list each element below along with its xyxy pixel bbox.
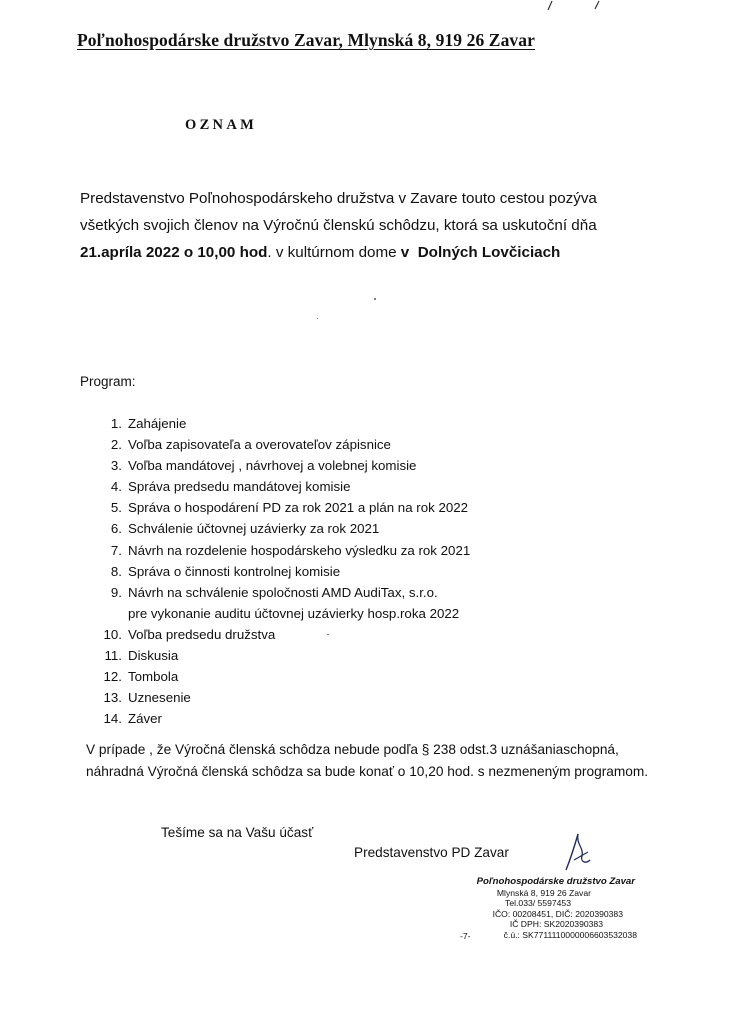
- document-title: OZNAM: [185, 117, 258, 133]
- pen-mark-graphic: [540, 0, 620, 12]
- closing-line-2: náhradná Výročná členská schôdza sa bude konať o 10,20 hod. s nezmeneným programom.: [86, 764, 649, 779]
- item-number: 11.: [104, 647, 122, 663]
- list-item: [102, 708, 470, 729]
- list-item: [102, 455, 470, 476]
- signatory: Predstavenstvo PD Zavar: [354, 845, 509, 860]
- scan-speck: [317, 318, 318, 319]
- list-item: [102, 413, 470, 434]
- meeting-date-time: 21.apríla 2022 o 10,00 hod: [80, 244, 268, 261]
- list-item: [102, 582, 470, 624]
- intro-mid-text: . v kultúrnom dome: [267, 244, 401, 261]
- stamp-name: Poľnohospodárske družstvo Zavar: [476, 876, 635, 887]
- item-text: Návrh na rozdelenie hospodárskeho výsledku za rok 2021: [128, 542, 471, 558]
- item-text: Voľba mandátovej , návrhovej a volebnej komisie: [128, 458, 417, 474]
- item-text: Záver: [128, 711, 162, 727]
- document-header: Poľnohospodárske družstvo Zavar, Mlynská 8, 919 26 Zavar: [77, 30, 536, 50]
- item-text: Uznesenie: [128, 690, 191, 706]
- item-number: 9.: [110, 584, 122, 600]
- intro-line-3: [80, 244, 560, 261]
- item-text: Správa o hospodárení PD za rok 2021 a plán na rok 2022: [128, 500, 469, 516]
- item-text: Tombola: [128, 668, 179, 684]
- program-label: Program:: [80, 374, 136, 389]
- item-text-continuation: pre vykonanie auditu účtovnej uzávierky hosp.roka 2022: [128, 605, 460, 621]
- list-item: [102, 666, 470, 687]
- item-number: 6.: [110, 521, 122, 537]
- intro-line-1: Predstavenstvo Poľnohospodárskeho družstva v Zavare touto cestou pozýva: [80, 190, 597, 207]
- item-number: 14.: [103, 711, 122, 727]
- item-text: Správa predsedu mandátovej komisie: [128, 479, 351, 495]
- item-text: Voľba predsedu družstva: [128, 626, 276, 642]
- stamp-address: Mlynská 8, 919 26 Zavar: [496, 887, 591, 898]
- list-item: [102, 540, 470, 561]
- list-item: [102, 518, 470, 539]
- item-number: 12.: [103, 668, 122, 684]
- item-number: 4.: [110, 479, 122, 495]
- item-number: 13.: [103, 690, 122, 706]
- item-number: 3.: [110, 458, 122, 474]
- meeting-place: Dolných Lovčiciach: [417, 244, 561, 261]
- item-text: Diskusia: [128, 647, 179, 663]
- item-text: Správa o činnosti kontrolnej komisie: [128, 563, 341, 579]
- item-number: 1.: [110, 416, 122, 431]
- list-item: [102, 561, 470, 582]
- stamp-number: -7-: [460, 931, 471, 941]
- company-stamp: [455, 877, 635, 941]
- item-text: Schválenie účtovnej uzávierky za rok 2021: [128, 521, 380, 537]
- intro-line-2: všetkých svojich členov na Výročnú členskú schôdzu, ktorá sa uskutoční dňa: [80, 217, 597, 234]
- item-text: Zahájenie: [128, 416, 187, 431]
- signature-graphic: [560, 830, 600, 874]
- item-number: 7.: [110, 542, 122, 558]
- item-number: 2.: [110, 437, 122, 453]
- list-item: [102, 434, 470, 455]
- intro-v: v: [400, 244, 410, 261]
- list-item: [102, 497, 470, 518]
- list-item: [102, 687, 470, 708]
- list-item: [102, 645, 470, 666]
- greeting: Tešíme sa na Vašu účasť: [161, 825, 314, 840]
- item-text: Návrh na schválenie spoločnosti AMD AudiTax, s.r.o.: [128, 584, 438, 600]
- stamp-icdph: IČ DPH: SK2020390383: [509, 919, 603, 930]
- closing-line-1: V prípade , že Výročná členská schôdza nebude podľa § 238 odst.3 uznášaniaschopná,: [86, 742, 619, 757]
- item-text: Voľba zapisovateľa a overovateľov zápisnice: [128, 437, 391, 453]
- list-item: [102, 624, 470, 645]
- stamp-phone: Tel.033/ 5597453: [505, 898, 571, 909]
- stamp-account: č.ú.: SK7711110000006603532038: [503, 929, 637, 940]
- item-number: 10.: [103, 626, 122, 642]
- list-item: [102, 476, 470, 497]
- program-list: [102, 413, 470, 729]
- scan-speck: [374, 298, 376, 300]
- item-number: 8.: [110, 563, 122, 579]
- item-number: 5.: [110, 500, 122, 516]
- stamp-ico: IČO: 00208451, DIČ: 2020390383: [492, 908, 623, 919]
